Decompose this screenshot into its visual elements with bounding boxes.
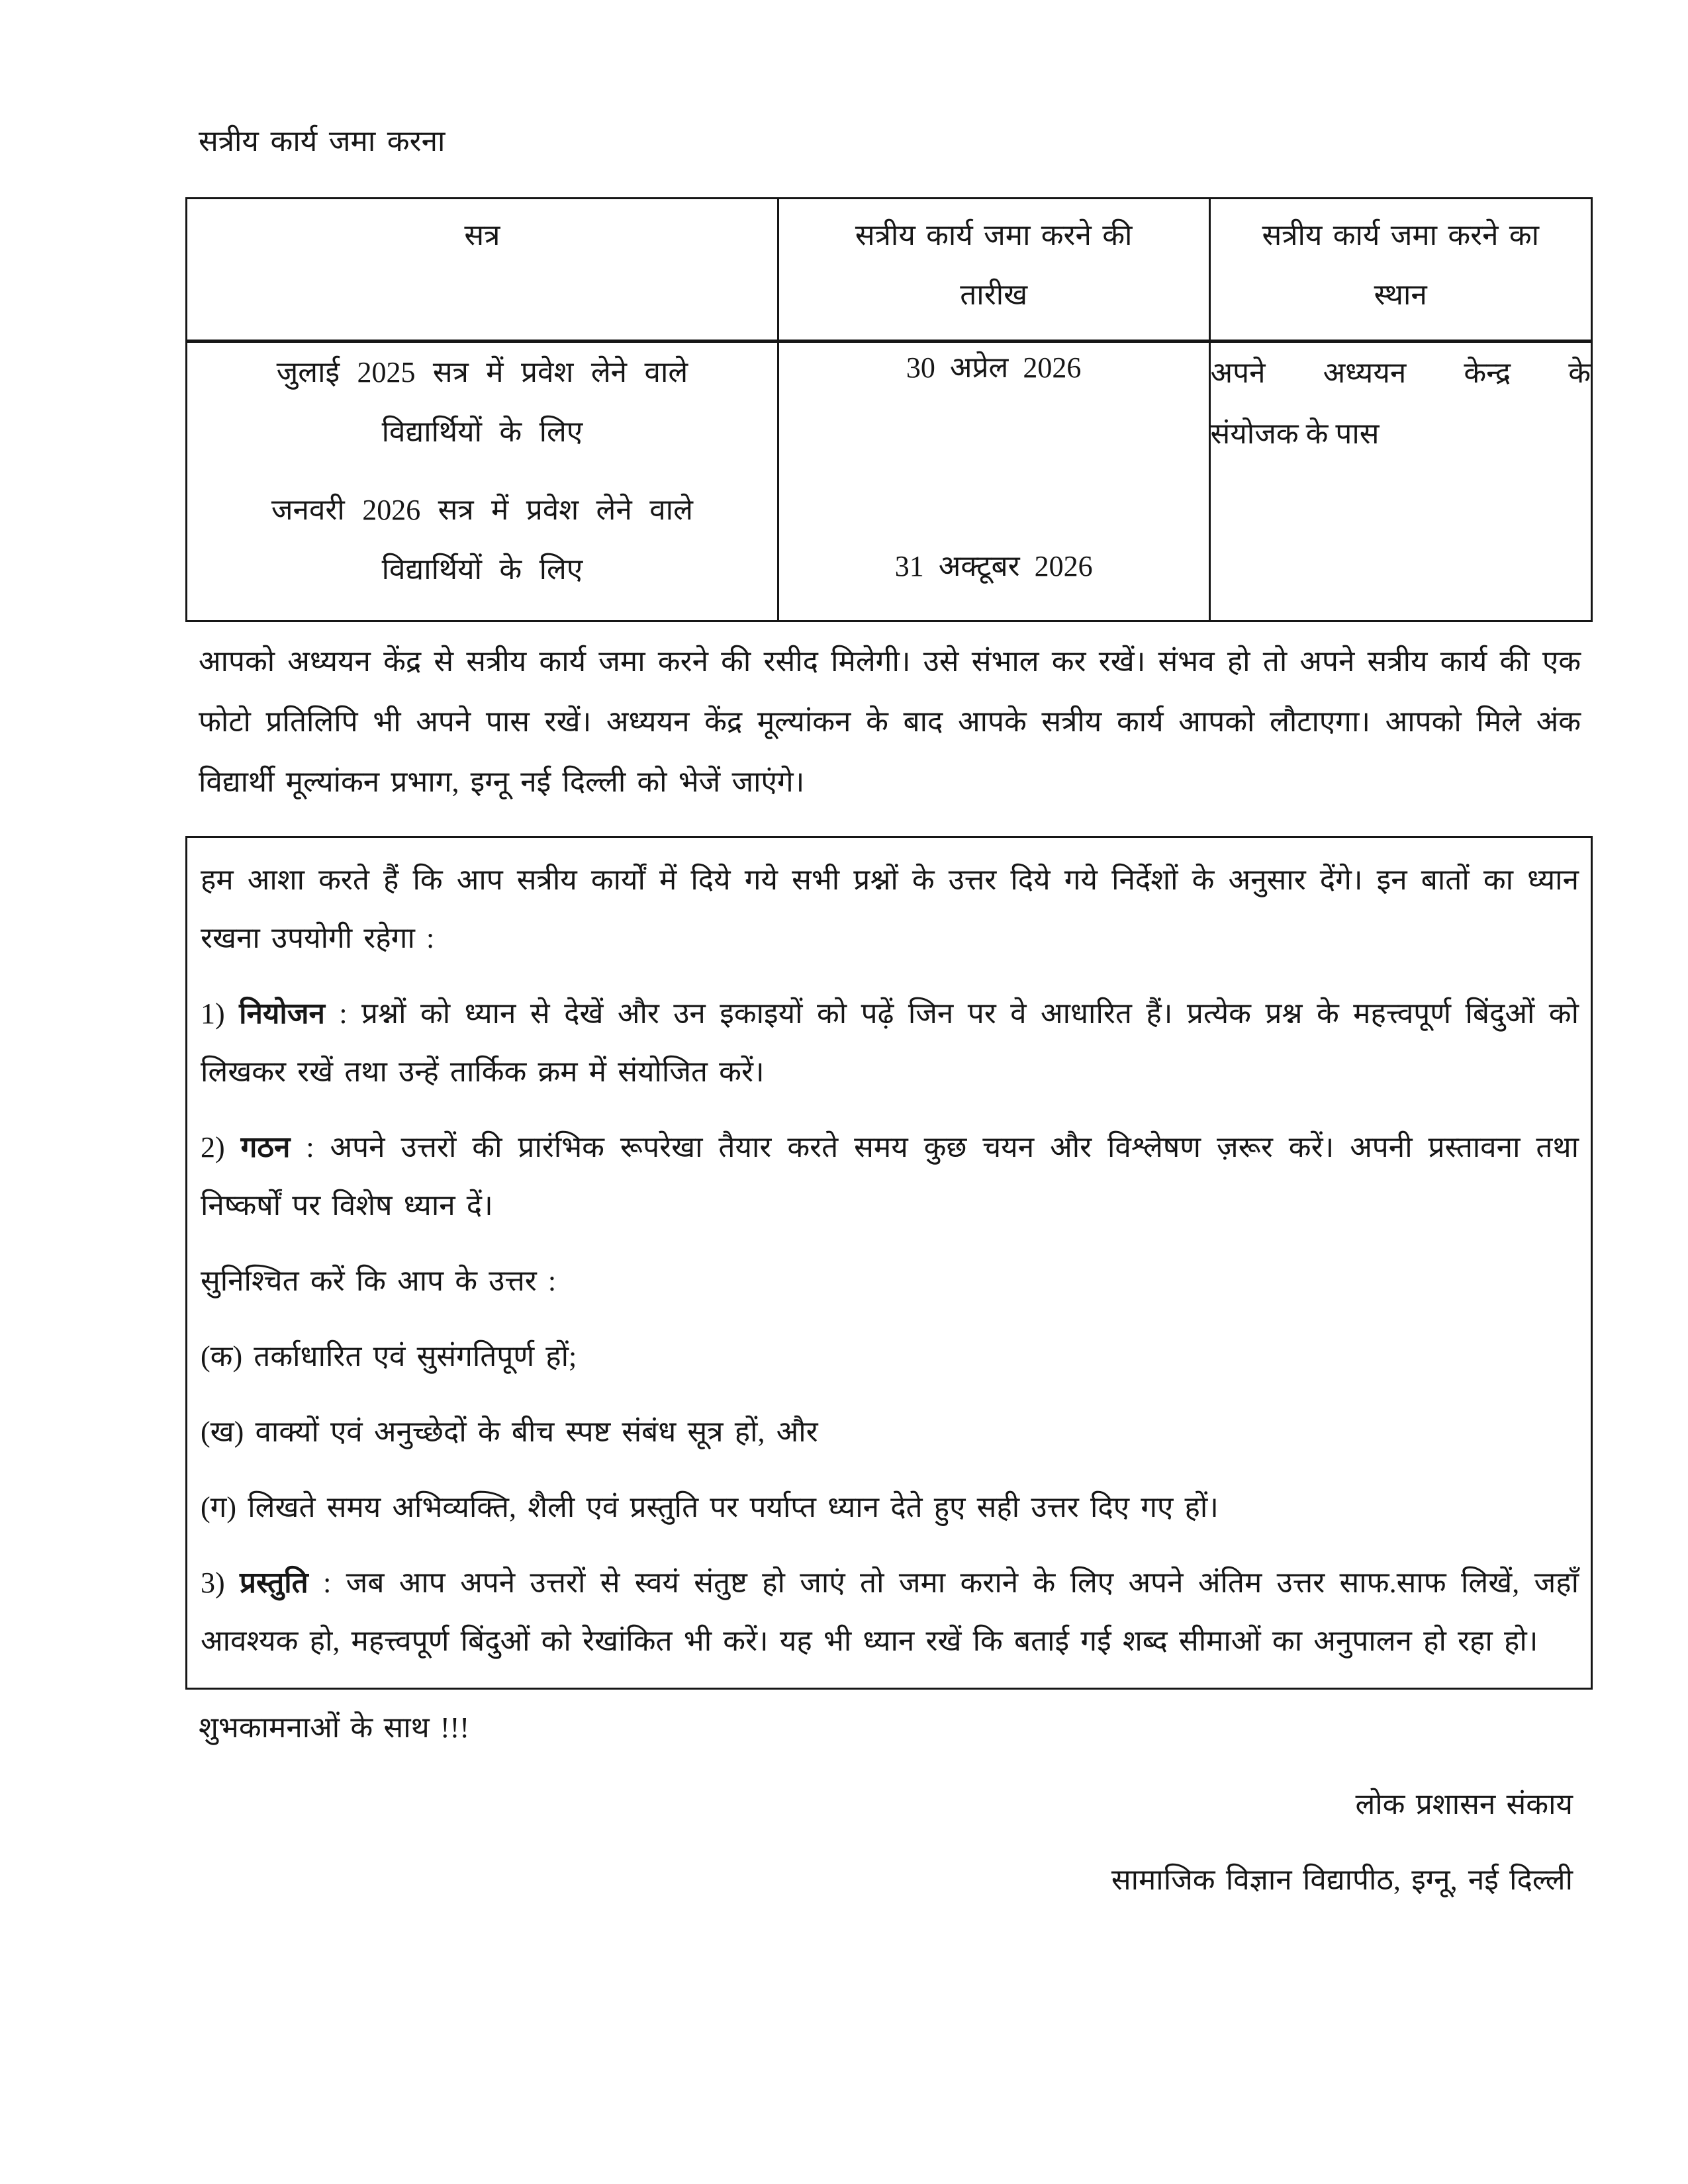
- place-line2: संयोजक के पास: [1210, 418, 1380, 450]
- session-january-line2: विद्यार्थियों के लिए: [381, 553, 583, 586]
- sub-item-ga: [201, 1479, 1579, 1537]
- item-text: जब आप अपने उत्तरों से स्वयं संतुष्ट हो जाएं तो जमा कराने के लिए अपने अंतिम उत्तर साफ.साफ लिखें, जहाँ आवश्यक हो, महत्त्वपूर्ण बिंदुओं को रेखांकित भी करें। यह भी ध्यान रखें कि बताई गई शब्द सीमाओं का अनुपालन हो रहा हो।: [201, 1567, 1579, 1657]
- ensure-line: सुनिश्चित करें कि आप के उत्तर :: [201, 1265, 557, 1297]
- date-october: 31 अक्टूबर 2026: [894, 550, 1093, 582]
- sessions-cell: [187, 341, 778, 621]
- page-content: [185, 113, 1593, 1909]
- item-term: नियोजन: [239, 997, 325, 1030]
- header-place-line1: सत्रीय कार्य जमा करने का: [1262, 219, 1540, 251]
- item-number: 3): [201, 1567, 225, 1599]
- table-body-row: [187, 341, 1592, 621]
- header-date-line2: तारीख: [960, 279, 1028, 311]
- item-separator: :: [324, 997, 361, 1030]
- header-date-line1: सत्रीय कार्य जमा करने की: [855, 219, 1133, 251]
- item-text: प्रश्नों को ध्यान से देखें और उन इकाइयों को पढ़ें जिन पर वे आधारित हैं। प्रत्येक प्रश्न के महत्त्वपूर्ण बिंदुओं को लिखकर रखें तथा उन्हें तार्किक क्रम में संयोजित करें।: [201, 997, 1579, 1088]
- good-wishes-line: शुभकामनाओं के साथ !!!: [199, 1711, 469, 1744]
- item-term: गठन: [240, 1131, 291, 1163]
- item-text: अपने उत्तरों की प्रारंभिक रूपरेखा तैयार करते समय कुछ चयन और विश्लेषण ज़रूर करें। अपनी प्रस्तावना तथा निष्कर्षों पर विशेष ध्यान दें।: [201, 1131, 1579, 1222]
- sub-item-ka: [201, 1328, 1579, 1386]
- session-july-line1: जुलाई 2025 सत्र में प्रवेश लेने वाले: [276, 356, 688, 388]
- session-july: [187, 343, 777, 462]
- place-line1: अपने अध्ययन केन्द्र के: [1210, 357, 1591, 389]
- sub-item-text: तर्काधारित एवं सुसंगतिपूर्ण हों;: [254, 1340, 577, 1373]
- sub-item-number: (क): [201, 1340, 243, 1373]
- faculty-signature-line: लोक प्रशासन संकाय: [1355, 1788, 1573, 1821]
- page-title: सत्रीय कार्य जमा करना: [199, 125, 445, 158]
- item-number: 1): [201, 997, 225, 1030]
- item-separator: :: [290, 1131, 330, 1163]
- date-april: 30 अप्रेल 2026: [906, 351, 1082, 384]
- session-january-line1: जनवरी 2026 सत्र में प्रवेश लेने वाले: [271, 494, 693, 526]
- sub-item-text: वाक्यों एवं अनुच्छेदों के बीच स्पष्ट संबंध सूत्र हों, और: [255, 1416, 818, 1448]
- dates-cell: [778, 341, 1209, 621]
- header-date-cell: [778, 199, 1209, 341]
- instruction-item-structure: [201, 1118, 1579, 1235]
- sub-item-number: (ख): [201, 1416, 244, 1448]
- instruction-item-planning: [201, 985, 1579, 1101]
- receipt-paragraph: आपको अध्ययन केंद्र से सत्रीय कार्य जमा करने की रसीद मिलेगी। उसे संभाल कर रखें। संभव हो तो अपने सत्रीय कार्य की एक फोटो प्रतिलिपि भी अपने पास रखें। अध्ययन केंद्र मूल्यांकन के बाद आपके सत्रीय कार्य आपको लौटाएगा। आपको मिले अंक विद्यार्थी मूल्यांकन प्रभाग, इग्नू नई दिल्ली को भेजें जाएंगे।: [199, 645, 1581, 798]
- sub-item-kha: [201, 1403, 1579, 1461]
- item-number: 2): [201, 1131, 225, 1163]
- header-place-cell: [1209, 199, 1591, 341]
- submission-table: [185, 197, 1593, 622]
- instructions-box: [185, 836, 1593, 1690]
- header-session-label: सत्र: [464, 219, 500, 251]
- header-session-cell: [187, 199, 778, 341]
- instructions-intro: हम आशा करते हैं कि आप सत्रीय कार्यों में दिये गये सभी प्रश्नों के उत्तर दिये गये निर्देशों के अनुसार देंगे। इन बातों का ध्यान रखना उपयोगी रहेगा :: [201, 864, 1579, 954]
- session-july-line2: विद्यार्थियों के लिए: [381, 416, 583, 448]
- school-signature-line: सामाजिक विज्ञान विद्यापीठ, इग्नू, नई दिल्ली: [1111, 1864, 1573, 1896]
- sub-item-text: लिखते समय अभिव्यक्ति, शैली एवं प्रस्तुति पर पर्याप्त ध्यान देते हुए सही उत्तर दिए गए हों।: [248, 1491, 1219, 1524]
- session-january: [187, 480, 777, 600]
- table-header-row: [187, 199, 1592, 341]
- place-cell: [1209, 341, 1591, 621]
- sub-item-number: (ग): [201, 1491, 237, 1524]
- header-place-line2: स्थान: [1374, 279, 1427, 311]
- item-term: प्रस्तुति: [240, 1567, 308, 1599]
- instruction-item-presentation: [201, 1554, 1579, 1670]
- item-separator: :: [308, 1567, 346, 1599]
